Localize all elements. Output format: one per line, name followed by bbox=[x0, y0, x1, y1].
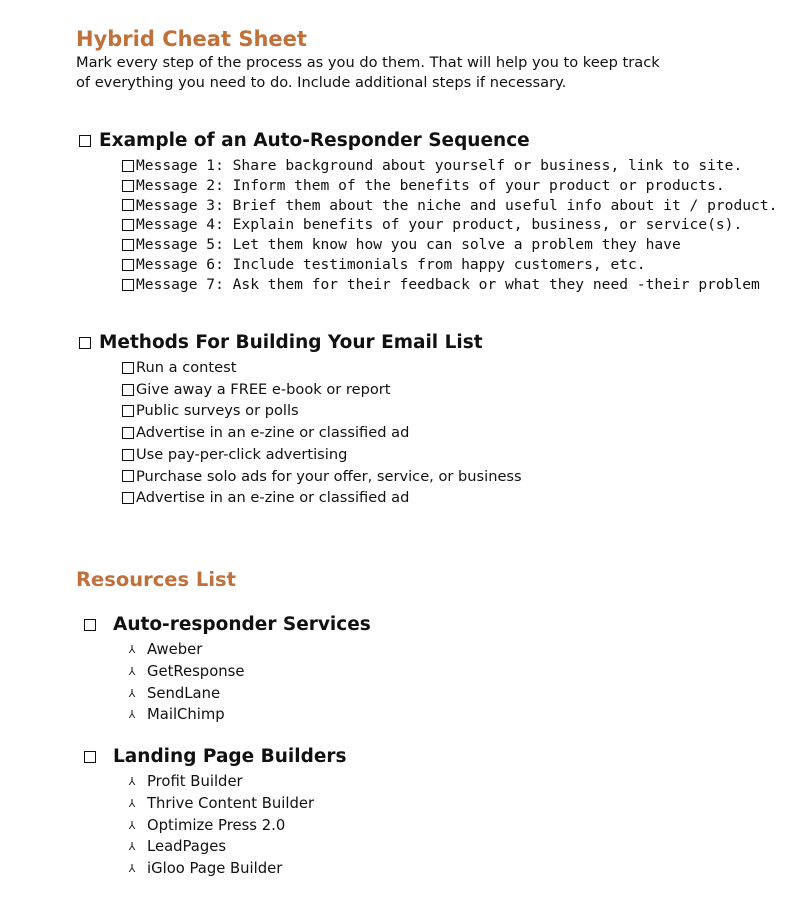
arrow-bullet-icon: ⅄ bbox=[128, 818, 136, 832]
list-item-label: iGloo Page Builder bbox=[147, 860, 283, 878]
arrow-bullet-icon: ⅄ bbox=[128, 862, 136, 876]
checkbox-icon[interactable] bbox=[122, 427, 134, 439]
list-item-label: SendLane bbox=[147, 684, 221, 702]
list-item bbox=[126, 639, 244, 661]
checkbox-icon[interactable] bbox=[79, 337, 91, 349]
builders-list bbox=[126, 771, 314, 880]
list-item-label: GetResponse bbox=[147, 662, 245, 680]
list-item bbox=[126, 836, 314, 858]
list-item-label: Message 7: Ask them for their feedback or what they need -their problem bbox=[136, 275, 760, 293]
checkbox-icon[interactable] bbox=[122, 259, 134, 271]
page-title: Hybrid Cheat Sheet bbox=[76, 27, 307, 51]
list-item bbox=[122, 466, 522, 488]
list-item-label: Message 2: Inform them of the benefits of your product or products. bbox=[136, 176, 725, 194]
checkbox-icon[interactable] bbox=[84, 619, 96, 631]
list-item bbox=[126, 858, 314, 880]
checkbox-icon[interactable] bbox=[122, 239, 134, 251]
checkbox-icon[interactable] bbox=[122, 492, 134, 504]
checkbox-icon[interactable] bbox=[84, 751, 96, 763]
list-item bbox=[122, 176, 777, 196]
checkbox-icon[interactable] bbox=[122, 405, 134, 417]
list-item-label: Message 5: Let them know how you can solve a problem they have bbox=[136, 236, 681, 254]
list-item bbox=[122, 422, 522, 444]
list-item-label: Advertise in an e-zine or classified ad bbox=[136, 489, 410, 507]
sequence-heading-label: Example of an Auto-Responder Sequence bbox=[99, 130, 530, 151]
list-item-label: Profit Builder bbox=[147, 773, 243, 790]
autoresponders-list bbox=[126, 639, 244, 726]
builders-heading-label: Landing Page Builders bbox=[113, 746, 347, 767]
intro-line: of everything you need to do. Include additional steps if necessary. bbox=[76, 74, 567, 91]
arrow-bullet-icon: ⅄ bbox=[128, 775, 136, 788]
list-item-label: Message 4: Explain benefits of your product, business, or service(s). bbox=[136, 216, 743, 234]
methods-heading-label: Methods For Building Your Email List bbox=[99, 332, 483, 353]
arrow-bullet-icon: ⅄ bbox=[128, 796, 136, 810]
list-item bbox=[122, 156, 777, 176]
list-item bbox=[122, 400, 522, 422]
list-item-label: Public surveys or polls bbox=[136, 402, 299, 420]
checkbox-icon[interactable] bbox=[79, 135, 91, 147]
checkbox-icon[interactable] bbox=[122, 180, 134, 192]
checkbox-icon[interactable] bbox=[122, 470, 134, 482]
list-item-label: MailChimp bbox=[147, 706, 225, 724]
list-item-label: Run a contest bbox=[136, 359, 237, 376]
checkbox-icon[interactable] bbox=[122, 449, 134, 461]
arrow-bullet-icon: ⅄ bbox=[128, 708, 136, 722]
checkbox-icon[interactable] bbox=[122, 219, 134, 231]
checkbox-icon[interactable] bbox=[122, 199, 134, 211]
arrow-bullet-icon: ⅄ bbox=[128, 840, 136, 854]
list-item bbox=[126, 771, 314, 793]
sequence-list bbox=[122, 156, 777, 295]
list-item bbox=[122, 255, 777, 275]
checkbox-icon[interactable] bbox=[122, 362, 134, 374]
list-item-label: Message 3: Brief them about the niche and useful info about it / product. bbox=[136, 196, 778, 214]
list-item bbox=[122, 379, 522, 401]
list-item bbox=[126, 661, 244, 683]
arrow-bullet-icon: ⅄ bbox=[128, 643, 136, 656]
list-item bbox=[122, 275, 777, 295]
list-item bbox=[122, 357, 522, 379]
methods-list bbox=[122, 357, 522, 509]
list-item bbox=[122, 235, 777, 255]
list-item bbox=[122, 444, 522, 466]
builders-heading bbox=[84, 746, 347, 767]
list-item bbox=[126, 793, 314, 815]
checkbox-icon[interactable] bbox=[122, 160, 134, 172]
autoresponders-heading-label: Auto-responder Services bbox=[113, 614, 371, 635]
list-item-label: Thrive Content Builder bbox=[147, 794, 315, 812]
arrow-bullet-icon: ⅄ bbox=[128, 686, 136, 700]
list-item-label: Message 6: Include testimonials from happy customers, etc. bbox=[136, 255, 646, 273]
list-item-label: Advertise in an e-zine or classified ad bbox=[136, 424, 410, 442]
intro-line: Mark every step of the process as you do them. That will help you to keep track bbox=[76, 54, 660, 71]
list-item-label: LeadPages bbox=[147, 838, 227, 856]
methods-heading bbox=[79, 332, 483, 353]
list-item bbox=[122, 196, 777, 216]
list-item-label: Use pay-per-click advertising bbox=[136, 445, 348, 463]
list-item bbox=[122, 215, 777, 235]
list-item-label: Message 1: Share background about yourself or business, link to site. bbox=[136, 157, 743, 174]
checkbox-icon[interactable] bbox=[122, 384, 134, 396]
list-item-label: Aweber bbox=[147, 641, 203, 658]
autoresponders-heading bbox=[84, 614, 371, 635]
list-item bbox=[126, 683, 244, 705]
list-item bbox=[126, 704, 244, 726]
checkbox-icon[interactable] bbox=[122, 279, 134, 291]
arrow-bullet-icon: ⅄ bbox=[128, 664, 136, 678]
list-item-label: Optimize Press 2.0 bbox=[147, 816, 286, 834]
sequence-heading bbox=[79, 130, 530, 151]
intro-text bbox=[76, 53, 776, 93]
list-item bbox=[122, 487, 522, 509]
list-item bbox=[126, 815, 314, 837]
resources-title: Resources List bbox=[76, 568, 236, 591]
list-item-label: Give away a FREE e-book or report bbox=[136, 380, 391, 398]
list-item-label: Purchase solo ads for your offer, service, or business bbox=[136, 467, 522, 485]
